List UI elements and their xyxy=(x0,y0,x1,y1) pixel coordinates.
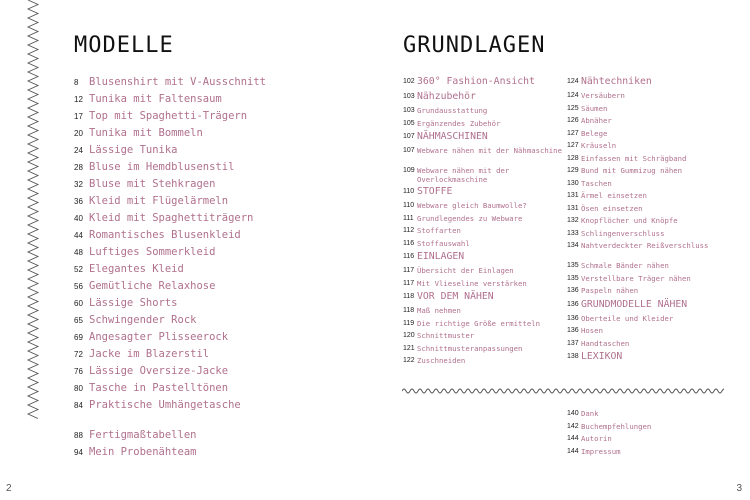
toc-entry xyxy=(74,227,374,244)
toc-entry-label: Blusenshirt mit V-Ausschnitt xyxy=(89,76,267,88)
toc-entry-label: Mein Probenähteam xyxy=(89,446,197,458)
toc-page-number: 136 xyxy=(567,300,579,308)
toc-entry xyxy=(567,191,737,204)
toc-entry-label: Versäubern xyxy=(581,91,625,100)
toc-entry xyxy=(74,444,374,461)
toc-entry-label: Webware gleich Baumwolle? xyxy=(417,201,527,210)
toc-section-heading xyxy=(403,91,563,106)
toc-entry xyxy=(74,397,374,414)
toc-entry-label: EINLAGEN xyxy=(417,251,465,262)
toc-entry xyxy=(567,447,737,460)
toc-entry xyxy=(403,266,563,279)
toc-entry-label: Ösen einsetzen xyxy=(581,203,643,213)
toc-page-number: 133 xyxy=(567,229,579,237)
toc-entry xyxy=(74,261,374,278)
toc-entry-label: Ergänzendes Zubehör xyxy=(417,118,501,128)
toc-page-number: 103 xyxy=(403,107,415,114)
toc-entry-label: Übersicht der Einlagen xyxy=(417,266,514,275)
toc-entry-label: Knopflöcher und Knöpfe xyxy=(581,216,678,225)
toc-page-number: 117 xyxy=(403,279,415,287)
toc-entry-label: Zuschneiden xyxy=(417,356,466,365)
toc-entry-label: Paspeln nähen xyxy=(581,286,639,295)
toc-page-number: 12 xyxy=(74,95,83,104)
toc-entry xyxy=(403,239,563,252)
toc-entry xyxy=(74,125,374,142)
toc-entry-label: Lässige Tunika xyxy=(89,144,178,156)
toc-entry-label: Verstellbare Träger nähen xyxy=(581,273,691,283)
toc-entry xyxy=(567,216,737,229)
toc-entry-label: Kleid mit Spaghettiträgern xyxy=(89,212,254,224)
toc-entry-label: Kleid mit Flügelärmeln xyxy=(89,195,229,207)
toc-entry-label: LEXIKON xyxy=(581,351,623,362)
wavy-divider xyxy=(402,386,724,396)
toc-page-number: 130 xyxy=(567,179,579,187)
toc-entry xyxy=(567,339,737,352)
toc-entry-label: Bluse im Hemdblusenstil xyxy=(89,161,235,173)
toc-entry-label: Ärmel einsetzen xyxy=(581,191,647,200)
toc-entry-label: Einfassen mit Schrägband xyxy=(581,153,687,163)
toc-page-number: 129 xyxy=(567,167,579,174)
toc-entry-label: Die richtige Größe ermitteln xyxy=(417,318,541,328)
toc-entry-label: Buchempfehlungen xyxy=(581,421,652,431)
toc-page-number: 32 xyxy=(74,180,83,189)
toc-entry xyxy=(403,344,563,357)
toc-page-number: 88 xyxy=(74,431,83,440)
toc-entry-label: Elegantes Kleid xyxy=(89,263,184,275)
toc-entry xyxy=(74,210,374,227)
toc-entry xyxy=(567,91,737,104)
toc-page-number: 24 xyxy=(74,146,83,155)
toc-page-number: 60 xyxy=(74,299,83,308)
toc-entry-label: Tunika mit Faltensaum xyxy=(89,93,222,105)
toc-page-number: 36 xyxy=(74,197,83,206)
toc-page-number: 132 xyxy=(567,217,579,224)
toc-page-number: 65 xyxy=(74,316,83,325)
toc-page-number: 52 xyxy=(74,265,83,274)
toc-entry xyxy=(567,166,737,179)
toc-page-number: 138 xyxy=(567,353,579,360)
toc-page-number: 116 xyxy=(403,239,415,247)
toc-entry xyxy=(567,204,737,217)
toc-page-number: 144 xyxy=(567,435,579,442)
toc-entry xyxy=(567,326,737,339)
toc-entry-label: Stoffauswahl xyxy=(417,238,470,248)
toc-entry-label: Schmale Bänder nähen xyxy=(581,261,669,270)
toc-entry-label: Handtaschen xyxy=(581,338,630,348)
toc-entry xyxy=(403,201,563,214)
toc-entry-label: Schwingender Rock xyxy=(89,314,197,326)
toc-page-number: 103 xyxy=(403,93,415,100)
toc-entry xyxy=(567,141,737,154)
toc-entry-label: Säumen xyxy=(581,103,608,113)
toc-entry xyxy=(567,286,737,299)
toc-page-number: 136 xyxy=(567,287,579,294)
toc-entry xyxy=(403,119,563,132)
toc-page-number: 127 xyxy=(567,129,579,137)
toc-entry xyxy=(567,104,737,117)
toc-entry-label: STOFFE xyxy=(417,186,453,197)
toc-page-number: 119 xyxy=(403,319,415,327)
toc-page-number: 136 xyxy=(567,314,579,322)
toc-page-number: 120 xyxy=(403,332,415,339)
toc-entry xyxy=(567,116,737,129)
toc-entry-label: Fertigmaßtabellen xyxy=(89,429,197,441)
toc-entry-label: Autorin xyxy=(581,434,612,443)
page-number-left: 2 xyxy=(6,483,12,494)
toc-entry xyxy=(567,409,737,422)
toc-page-number: 102 xyxy=(403,78,415,85)
toc-page-number: 122 xyxy=(403,357,415,364)
toc-page-number: 144 xyxy=(567,447,579,455)
toc-entry xyxy=(74,295,374,312)
toc-page-number: 107 xyxy=(403,133,415,140)
toc-section-heading xyxy=(403,291,563,306)
toc-entry-label: Lässige Shorts xyxy=(89,297,178,309)
toc-page-number: 121 xyxy=(403,344,415,352)
toc-entry-label: Lässige Oversize-Jacke xyxy=(89,365,229,377)
toc-page-number: 117 xyxy=(403,267,415,274)
toc-entry-label: Tasche in Pastelltönen xyxy=(89,382,229,394)
toc-entry xyxy=(74,346,374,363)
toc-page-number: 110 xyxy=(403,188,415,195)
toc-entry xyxy=(403,306,563,319)
toc-page-number: 131 xyxy=(567,204,579,212)
toc-entry-label: Belege xyxy=(581,128,608,138)
toc-section-heading xyxy=(567,351,737,366)
toc-entry xyxy=(74,159,374,176)
toc-page-number: 135 xyxy=(567,262,579,269)
toc-page-number: 127 xyxy=(567,142,579,149)
toc-entry xyxy=(74,244,374,261)
toc-page-number: 110 xyxy=(403,202,415,209)
modelle-toc xyxy=(74,74,374,461)
toc-entry-label: Stoffarten xyxy=(417,226,461,235)
grundlagen-toc-column-1 xyxy=(403,76,563,369)
toc-entry xyxy=(74,142,374,159)
toc-entry xyxy=(74,363,374,380)
toc-entry xyxy=(567,274,737,287)
toc-entry-label: Praktische Umhängetasche xyxy=(89,399,241,411)
toc-page-number: 17 xyxy=(74,112,83,121)
toc-page-number: 136 xyxy=(567,327,579,334)
toc-section-heading xyxy=(403,76,563,91)
toc-entry-label: Kräuseln xyxy=(581,141,617,150)
toc-page-number: 111 xyxy=(403,214,414,222)
toc-page-number: 40 xyxy=(74,214,83,223)
toc-entry-label: Dank xyxy=(581,409,599,418)
toc-section-heading xyxy=(403,251,563,266)
toc-page-number: 126 xyxy=(567,117,579,124)
toc-section-heading xyxy=(567,299,737,314)
toc-entry-label: Abnäher xyxy=(581,116,612,125)
toc-entry-label: Nahtverdeckter Reißverschluss xyxy=(581,241,709,250)
toc-entry xyxy=(567,229,737,242)
toc-entry-label: Grundlegendes zu Webware xyxy=(417,213,523,223)
toc-page-number: 56 xyxy=(74,282,83,291)
toc-entry xyxy=(74,380,374,397)
toc-page-number: 107 xyxy=(403,147,415,154)
toc-page-number: 125 xyxy=(567,104,579,112)
toc-entry xyxy=(567,261,737,274)
toc-entry-label: NÄHMASCHINEN xyxy=(417,131,488,142)
toc-entry-label: Webware nähen mit der Overlockmaschine xyxy=(417,166,510,184)
toc-section-heading xyxy=(567,76,737,91)
toc-entry-label: Oberteile und Kleider xyxy=(581,313,674,323)
toc-page-number: 128 xyxy=(567,154,579,162)
toc-entry-label: Impressum xyxy=(581,446,621,456)
toc-entry xyxy=(403,166,563,186)
toc-entry-label: Schnittmusteranpassungen xyxy=(417,343,523,353)
toc-section-heading xyxy=(403,131,563,146)
toc-page-number: 118 xyxy=(403,293,415,300)
toc-entry-label: Bund mit Gummizug nähen xyxy=(581,166,683,175)
toc-entry-label: VOR DEM NÄHEN xyxy=(417,291,494,302)
toc-page-number: 72 xyxy=(74,350,83,359)
toc-page-number: 135 xyxy=(567,274,579,282)
toc-page-number: 124 xyxy=(567,78,579,85)
toc-entry-label: Bluse mit Stehkragen xyxy=(89,178,216,190)
zigzag-stitch-decoration xyxy=(26,0,40,420)
toc-page-number: 84 xyxy=(74,401,83,410)
toc-page-number: 105 xyxy=(403,119,415,127)
toc-entry-label: Top mit Spaghetti-Trägern xyxy=(89,110,248,122)
toc-entry-label: Schlingenverschluss xyxy=(581,228,665,238)
toc-entry-label: Nähzubehör xyxy=(417,91,476,102)
toc-entry-label: Hosen xyxy=(581,326,603,335)
toc-entry-label: Schnittmuster xyxy=(417,331,475,340)
toc-page-number: 124 xyxy=(567,92,579,99)
toc-entry xyxy=(567,422,737,435)
toc-entry xyxy=(567,241,737,261)
toc-entry-label: Nähtechniken xyxy=(581,76,652,87)
toc-entry-label: Webware nähen mit der Nähmaschine xyxy=(417,146,562,155)
toc-entry-label: Maß nehmen xyxy=(417,306,461,315)
toc-entry xyxy=(74,427,374,444)
toc-page-number: 94 xyxy=(74,448,83,457)
toc-entry xyxy=(567,434,737,447)
toc-entry xyxy=(74,329,374,346)
toc-page-number: 118 xyxy=(403,307,415,314)
toc-page-number: 112 xyxy=(403,227,415,234)
toc-page-number: 48 xyxy=(74,248,83,257)
grundlagen-toc-column-2 xyxy=(567,76,737,366)
toc-entry xyxy=(403,331,563,344)
toc-page-number: 76 xyxy=(74,367,83,376)
toc-entry-label: Taschen xyxy=(581,178,612,188)
toc-page-number: 131 xyxy=(567,192,579,199)
toc-entry xyxy=(567,179,737,192)
toc-entry-label: 360° Fashion-Ansicht xyxy=(417,76,535,87)
toc-page-number: 8 xyxy=(74,78,79,87)
toc-page-number: 109 xyxy=(403,167,415,174)
toc-page-number: 69 xyxy=(74,333,83,342)
toc-entry-label: Tunika mit Bommeln xyxy=(89,127,203,139)
toc-entry xyxy=(403,356,563,369)
toc-page-number: 140 xyxy=(567,410,579,417)
page-title-grundlagen: GRUNDLAGEN xyxy=(403,33,546,58)
toc-entry-label: Luftiges Sommerkleid xyxy=(89,246,216,258)
toc-entry xyxy=(74,108,374,125)
toc-entry xyxy=(403,146,563,166)
toc-entry-label: Angesagter Plisseerock xyxy=(89,331,229,343)
toc-entry-label: Romantisches Blusenkleid xyxy=(89,229,241,241)
appendix-toc xyxy=(567,409,737,459)
toc-entry xyxy=(74,278,374,295)
toc-entry xyxy=(74,193,374,210)
page-title-modelle: MODELLE xyxy=(74,33,174,58)
page-number-right: 3 xyxy=(736,483,742,494)
toc-entry xyxy=(74,74,374,91)
toc-entry xyxy=(74,312,374,329)
toc-entry-label: Gemütliche Relaxhose xyxy=(89,280,216,292)
toc-entry-label: Mit Vlieseline verstärken xyxy=(417,278,527,288)
toc-entry xyxy=(403,106,563,119)
toc-section-heading xyxy=(403,186,563,201)
toc-page-number: 116 xyxy=(403,253,415,260)
toc-entry xyxy=(567,314,737,327)
toc-entry xyxy=(403,279,563,292)
toc-page-number: 44 xyxy=(74,231,83,240)
toc-page-number: 142 xyxy=(567,422,579,430)
toc-entry xyxy=(74,91,374,108)
toc-entry xyxy=(403,319,563,332)
toc-page-number: 28 xyxy=(74,163,83,172)
toc-entry xyxy=(403,226,563,239)
toc-entry xyxy=(403,214,563,227)
toc-entry xyxy=(74,176,374,193)
toc-page-number: 137 xyxy=(567,339,579,347)
toc-page-number: 20 xyxy=(74,129,83,138)
toc-page-number: 134 xyxy=(567,242,579,249)
toc-entry xyxy=(567,129,737,142)
toc-entry xyxy=(567,154,737,167)
toc-entry-label: Jacke im Blazerstil xyxy=(89,348,210,360)
toc-entry-label: Grundausstattung xyxy=(417,106,488,115)
toc-page-number: 80 xyxy=(74,384,83,393)
toc-entry-label: GRUNDMODELLE NÄHEN xyxy=(581,298,688,310)
